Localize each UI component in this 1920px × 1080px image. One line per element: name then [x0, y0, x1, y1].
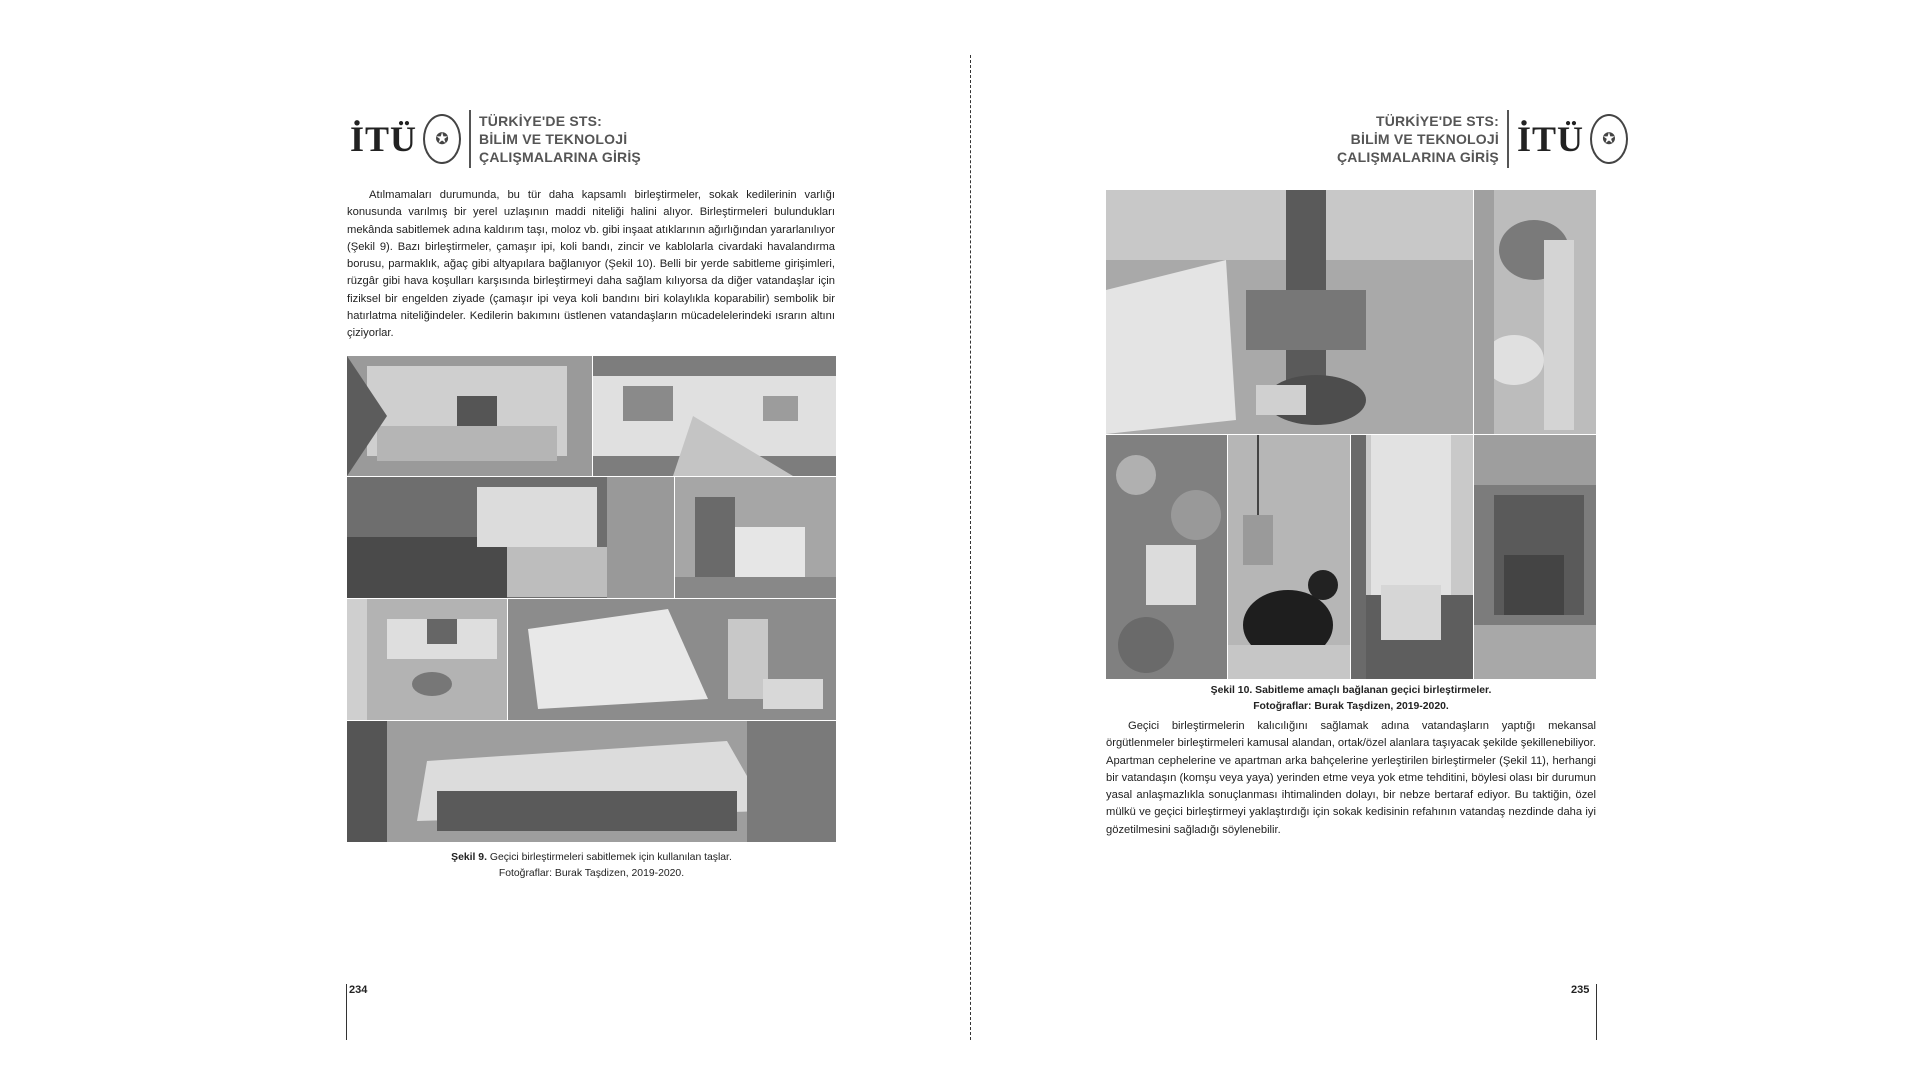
book-title-line-2: BİLİM VE TEKNOLOJİ	[479, 131, 628, 147]
header-separator	[469, 110, 471, 168]
figure9-caption	[347, 850, 836, 882]
right-page-number: 235	[1571, 984, 1590, 996]
page-gutter-dashed-line	[970, 55, 971, 1040]
figure10-credit: Fotoğraflar: Burak Taşdizen, 2019-2020.	[1253, 701, 1449, 712]
book-title-line-3: ÇALIŞMALARINA GİRİŞ	[479, 149, 641, 165]
figure9-photo-6	[508, 599, 836, 720]
figure10-caption-text: Şekil 10. Sabitleme amaçlı bağlanan geçici birleştirmeler.	[1210, 685, 1492, 696]
figure9-label: Şekil 9.	[451, 852, 487, 863]
figure9-caption-text: Geçici birleştirmeleri sabitlemek için kullanılan taşlar.	[489, 852, 732, 863]
itu-seal-icon: ✪	[423, 114, 461, 164]
figure10-photo-3	[1106, 435, 1227, 679]
figure9-photo-1	[347, 356, 592, 476]
itu-logo: İTÜ	[350, 119, 418, 159]
figure10-caption	[1106, 683, 1596, 715]
book-title-right-line-2: BİLİM VE TEKNOLOJİ	[1350, 131, 1499, 147]
book-title	[479, 112, 641, 166]
book-title-right	[1337, 112, 1499, 166]
figure10-photo-2	[1474, 190, 1596, 434]
figure9-credit: Fotoğraflar: Burak Taşdizen, 2019-2020.	[498, 868, 685, 879]
right-page	[972, 0, 1920, 1080]
left-page-number: 234	[349, 984, 368, 996]
figure9-photo-7	[347, 721, 836, 842]
left-paragraph: Atılmamaları durumunda, bu tür daha kapsamlı birleştirmeler, sokak kedilerinin varlığı konusunda varılmış bir yerel uzlaşının maddi niteliği halini alıyor. Birleştirmeleri bulundukları mekânda sabitlemek adına kaldırım taşı, moloz vb. gibi inşaat atıklarının ağırlığından yararlanılıyor (Şekil 9). Bazı birleştirmeler, çamaşır ipi, koli bandı, zincir ve kablolarla civardaki havalandırma borusu, parmaklık, ağaç gibi altyapılara bağlanıyor (Şekil 10). Belli bir yerde sabitleme girişimleri, rüzgâr gibi hava koşulları karşısında birleştirmeyi daha sağlam kılıyorsa da diğer vatandaşlar için fiziksel bir engelden ziyade (çamaşır ipi veya koli bandını biri kolaylıkla koparabilir) sembolik bir hatırlatma niteliğindeler. Kedilerin bakımını üstlenen vatandaşların mücadelelerindeki ısrarın altını çiziyorlar.	[347, 189, 835, 340]
itu-seal-icon-right: ✪	[1590, 114, 1628, 164]
figure9-photo-2	[593, 356, 836, 476]
figure9-photo-5	[347, 599, 507, 720]
figure10-photo-4	[1228, 435, 1350, 679]
left-body-text	[347, 187, 835, 343]
figure10-photo-1	[1106, 190, 1473, 434]
itu-logo-right: İTÜ	[1516, 119, 1584, 159]
figure10-photo-5	[1351, 435, 1473, 679]
right-body-text	[1106, 718, 1596, 839]
book-title-right-line-3: ÇALIŞMALARINA GİRİŞ	[1337, 149, 1499, 165]
book-title-line-1: TÜRKİYE'DE STS:	[479, 113, 603, 129]
left-header	[350, 110, 641, 168]
right-header	[1337, 110, 1628, 168]
figure9-photo-3	[347, 477, 674, 598]
header-separator-right	[1507, 110, 1509, 168]
figure10-photo-6	[1474, 435, 1596, 679]
right-paragraph: Geçici birleştirmelerin kalıcılığını sağlamak adına vatandaşların yaptığı mekansal örgütlenmeler birleştirmeleri kamusal alandan, ortak/özel alanlara taşıyacak şekilde şekillenebiliyor. Apartman cephelerine ve apartman arka bahçelerine yerleştirilen birleştirmeler (Şekil 11), herhangi bir vatandaşın (komşu veya yaya) yerinden etme veya yok etme tehditini, böylesi olası bir durumun yasal anlaşmazlıkla sonuçlanması ihtimalinden dolayı, bir nebze bertaraf ediyor. Bu taktiğin, özel mülkü ve geçici birleştirmeyi yaklaştırdığı için sokak kedisinin refahının vatandaş nezdinde daha iyi gözetilmesini sağladığı söylenebilir.	[1106, 720, 1596, 836]
left-page-number-rule	[346, 984, 347, 1040]
figure9-photo-4	[675, 477, 836, 598]
book-title-right-line-1: TÜRKİYE'DE STS:	[1375, 113, 1499, 129]
right-page-number-rule	[1596, 984, 1597, 1040]
